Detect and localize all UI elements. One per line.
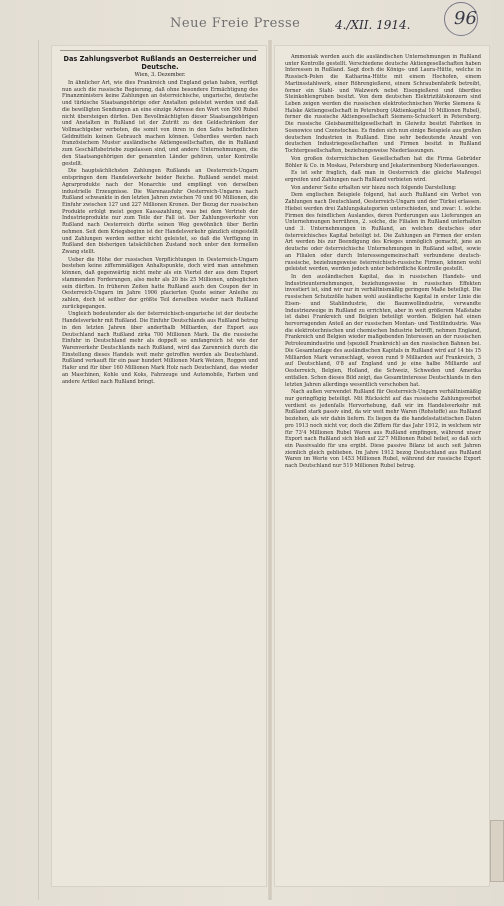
paragraph: In den ausländischen Kapital, das in russischen Handels- und Industrieunternehmungen, beziehungsweise in russischen Effekten investiert ist, sind wir nur in verhältnismäßig geringem Maße beteiligt. Die russischen Schutzzölle haben wohl ausländische Kapital in erster Linie die Eisen- und Stahlindustrie, die Baumwollindustrie, verwandte Industriezweige in Rußland zu errichten, aber in weit größerem Maßstabe ist dabei Frankreich und Belgien beteiligt worden. Belgien hat einen hervorragenden Anteil an der russischen Montan- und Textilindustrie. Was die elektrotechnischen und chemischen Industrie betrifft, nehmen England, Frankreich und Belgien wieder maßgebenden Interessen an der russischen Petroleumindustrie und (speziell Frankreich) an den russischen Bahnen bei. Die Gesamtanlage des ausländischen Kapitals in Rußland wird auf 14 bis 15 Milliarden Mark veranschlagt, wovon rund 9 Milliarden auf Frankreich, 3 auf Deutschland, 0'8 auf England und je eine halbe Milliarde auf Oesterreich, Belgien, Holland, die Schweiz, Schweden und Amerika entfallen. Schon dieses Bild zeigt, das Gesamtinteresse Deutschlands in den letzten Jahren allerdings wesentlich verschoben hat.: [285, 274, 481, 388]
clipping-right-column: [275, 46, 489, 886]
left-column-text: [62, 80, 258, 880]
handwritten-date: 4./XII. 1914.: [335, 18, 411, 32]
top-rule: [60, 50, 258, 51]
right-column-text: [285, 54, 481, 880]
paragraph: Die hauptsächlichsten Zahlungen Rußlands an Oesterreich-Ungarn entspringen dem Handelsverkehr beider Reiche. Rußland sendet meist Agrarprodukte nach der Monarchie und empfängt von derselben industrielle Erzeugnisse. Die Warenausfuhr Oesterreich-Ungarns nach Rußland schwankte in den letzten Jahren zwischen 70 und 90 Millionen, die Einfuhr zwischen 127 und 227 Millionen Kronen. Der Bezug der russischen Produkte erfolgt meist gegen Kassazahlung, was bei dem Vertrieb der Industrieprodukte nur zum Teile der Fall ist. Der Zahlungsverkehr von Rußland nach Oesterreich dürfte seinen Weg gewöhnlich über Berlin nehmen. Seit dem Kriegsbeginn ist der Handelsverkehr gänzlich eingestellt und Zahlungen werden seither nicht geleistet, so daß die Verfügung in Rußland den bisherigen tatsächlichen Zustand noch unter den formellen Zwang stellt.: [62, 168, 258, 255]
article-dateline: Wien, 3. Dezember.: [134, 72, 186, 78]
paragraph: Von anderer Seite erhalten wir hiezu noch folgende Darstellung:: [291, 184, 457, 191]
fold-divider: [268, 40, 272, 900]
handwritten-number: 96: [454, 8, 477, 29]
paragraph: Es ist sehr fraglich, daß man in Oesterreich die gleiche Maßregel ergreifen und Zahlungen nach Rußland verbieten wird.: [285, 170, 481, 183]
paragraph: Ammoniak werden auch die ausländischen Unternehmungen in Rußland unter Kontrolle gestellt. Verschiedene deutsche Aktiengesellschaften haben Interessen in Rußland. Sagt doch die Königs- und Laura-Hütte, welche in Russisch-Polen die Katharina-Hütte mit einem Hochofen, einem Martinsstahlwerk, einer Röhrengießerei, einem Schraubenfabrik betreibt, ferner ein Stahl- und Walzwerk nebst Eisengießerei und überdies Steinkohlengruben besitzt. Von dem deutschen Elektrizitätskonzern sind Leben zeigen werden die russischen elektrotechnischen Werke Siemens & Halske Aktiengesellschaft in Petersburg (Aktienkapital 10 Millionen Rubel), ferner die russische Aktiengesellschaft Siemens-Schuckert in Petersburg. Die russische Gleisbaumittelgesellschaft in Gleiwitz besitzt Fabriken in Sosnowice und Czenstochau. Es finden sich nun einige Beispiele aus großen deutschen Industrien in Rußland. Eine sehr bedeutende Anzahl von deutschen Industriegesellschaften und Firmen besitzt in Rußland Tochtergesellschaften, beziehungsweise Niederlassungen.: [285, 54, 481, 155]
paragraph: Nach außen verwendet Rußland für Oesterreich-Ungarn verhältnismäßig nur geringfügig beteiligt. Mit Rücksicht auf das russische Zahlungsverbot verdient es jedenfalls Hervorhebung, daß wir im Handelsverkehr mit Rußland stark passiv sind, da wir weit mehr Waren (Rohstoffe) aus Rußland beziehen, als wir dahin liefern. Es liegen da die handelsstatistischen Daten pro 1913 noch nicht vor, doch die Ziffern für das Jahr 1912, in welchem wir für 73'4 Millionen Rubel Waren aus Rußland empfingen, während unser Export nach Rußland sich bloß auf 22'7 Millionen Rubel belief, so daß sich ein Passivsaldo für uns ergibt. Diese passive Bilanz ist auch seit Jahren ziemlich gleich geblieben. Im Jahre 1912 bezog Deutschland aus Rußland Waren im Werte von 1453 Millionen Rubel, während der russische Export nach Deutschland nur 519 Millionen Rubel betrug.: [285, 389, 481, 470]
paragraph: In ähnlicher Art, wie dies Frankreich und England getan haben, verfügt nun auch die russische Regierung, daß ohne besondere Ermächtigung des Finanzministers keine Zahlungen an österreichische, ungarische, deutsche und türkische Staatsangehörige oder Anstalten geleistet werden und daß die bewilligten Sendungen an eine einzige Adresse den Wert von 500 Rubel nicht übersteigen dürfen. Den Bevollmächtigten dieser Staatsangehörigen und Anstalten in Rußland ist der Zutritt zu den Geldschränken der Vollmachtgeber verboten, die somit von ihren in den Safes befindlichen Geldmitteln keinen Gebrauch machen können. Ueberdies werden nach französischem Muster ausländische Aktiengesellschaften, die in Rußland zum Geschäftsbetriebe zugelassen sind, und andere Unternehmungen, die den Staatsangehörigen der genannten Länder gehören, unter Kontrolle gestellt.: [62, 80, 258, 167]
clipping-left-column: [52, 46, 266, 886]
paper-edge-tab: [490, 820, 504, 882]
paragraph: Ungleich bedeutender als der österreichisch-ungarische ist der deutsche Handelsverkehr mit Rußland. Die Einfuhr Deutschlands aus Rußland betrug in den letzten Jahren über anderthalb Milliarden, der Export aus Deutschland nach Rußland zirka 700 Millionen Mark. Da die russische Einfuhr in Deutschland mehr als doppelt so umfangreich ist wie der Warenverkehr Deutschlands nach Rußland, wird das Zarenreich durch die Einstellung dieses Handels weit mehr getroffen werden als Deutschland. Rußland verkauft für ein paar hundert Millionen Mark Weizen, Roggen und Hafer und für über 160 Millionen Mark Holz nach Deutschland, das wieder an Maschinen, Kohle und Koks, Fahrzeuge und Automobile, Farben und andere Artikel nach Rußland bringt.: [62, 311, 258, 385]
article-headline: Das Zahlungsverbot Rußlands an Oesterreicher und Deutsche.: [63, 55, 257, 71]
page-header: [0, 0, 504, 42]
newspaper-name: Neue Freie Presse: [170, 16, 301, 31]
paragraph: Dem englischen Beispiele folgend, hat auch Rußland ein Verbot von Zahlungen nach Deutschland, Oesterreich-Ungarn und der Türkei erlassen. Hiebei werden drei Zahlungskategorien unterschieden, und zwar: 1. solche Firmen des feindlichen Auslandes, deren Forderungen aus Lieferungen an Unternehmungen herrühren, 2. solche, die Filialen in Rußland unterhalten und 3. Unternehmungen in Rußland, an welchen deutsches oder österreichisches Kapital beteiligt ist. Die Zahlungen an Firmen der ersten Art werden bis zur Beendigung des Krieges unmöglich gemacht, jene an deutsche oder österreichische Unternehmungen in Rußland selbst, sowie an Filialen oder durch Interessengemeinschaft verbundene deutsch-russische, beziehungsweise österreichisch-russische Firmen, können wohl geleistet werden, werden jedoch unter behördliche Kontrolle gestellt.: [285, 192, 481, 273]
page-edge: [38, 40, 39, 900]
paragraph: Ueber die Höhe der russischen Verpflichtungen in Oesterreich-Ungarn bestehen keine ziffernmäßigen Anhaltspunkte, doch wird man annehmen können, daß gegenwärtig nicht mehr als ein Viertel der aus dem Export stammenden Forderungen, also mehr als 20 bis 25 Millionen, unbeglichen sein dürften. In früheren Zeiten hatte Rußland auch den Coupon der in Oesterreich-Ungarn im Jahre 1906 placierten Quote seiner Anleihe zu zahlen, doch ist seither der größte Teil derselben wieder nach Rußland zurückgegangen.: [62, 256, 258, 310]
paragraph: Von großen österreichischen Gesellschaften hat die Firma Gebrüder Böhler & Co. in Moskau, Petersburg und Jekaterinenburg Niederlassungen.: [285, 155, 481, 169]
